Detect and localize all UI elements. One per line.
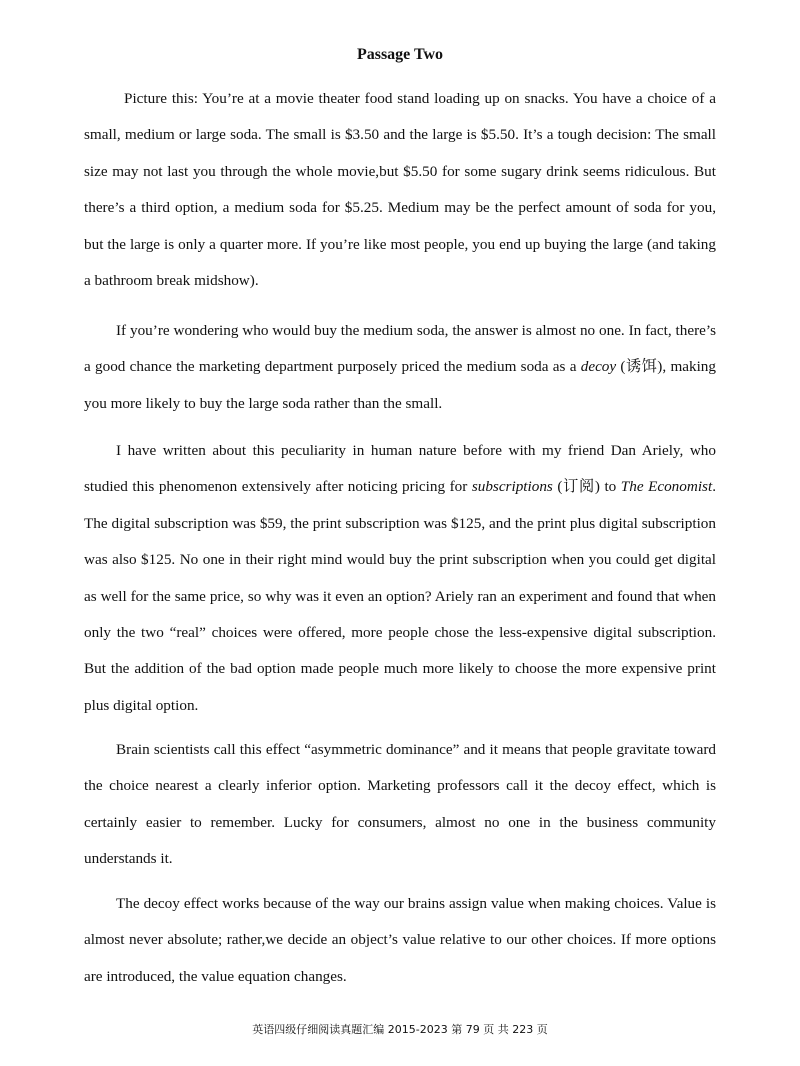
paragraph-3-text-b: (订阅) to (552, 478, 621, 496)
term-subscriptions: subscriptions (471, 478, 553, 496)
page-footer: 英语四级仔细阅读真题汇编 2015-2023 第 79 页 共 223 页 (252, 1023, 548, 1036)
paragraph-3-text-c: . The digital subscription was $59, the print subscription was $125, and the print plus digital subscription was also $125. No one in their right mind would buy the print subscription when you could get digital as well for the same price, so why was it even an option? Ariely ran an experiment and found that when only the two “real” choices were offered, more people chose the less-expensive digital subscription. But the addition of the bad option made people much more likely to choose the more expensive print plus digital option. (84, 478, 716, 714)
paragraph-2 (84, 313, 716, 422)
term-decoy: decoy (580, 358, 617, 376)
passage-title: Passage Two (356, 46, 444, 63)
paragraph-3-text-a: I have written about this peculiarity in human nature before with my friend Dan Ariely, who studied this phenomenon extensively after noticing pricing for (84, 442, 716, 496)
paragraph-4: Brain scientists call this effect “asymmetric dominance” and it means that people gravitate toward the choice nearest a clearly inferior option. Marketing professors call it the decoy effect, which is certainly easier to remember. Lucky for consumers, almost no one in the business community understands it. (84, 741, 716, 868)
paragraph-1: Picture this: You’re at a movie theater food stand loading up on snacks. You have a choice of a small, medium or large soda. The small is $3.50 and the large is $5.50. It’s a tough decision: The small size may not last you through the whole movie,but $5.50 for some sugary drink seems ridiculous. But there’s a third option, a medium soda for $5.25. Medium may be the perfect amount of soda for you, but the large is only a quarter more. If you’re like most people, you end up buying the large (and taking a bathroom break midshow). (84, 90, 716, 290)
paragraph-5: The decoy effect works because of the way our brains assign value when making choices. Value is almost never absolute; rather,we decide an object’s value relative to our other choices. If more options are introduced, the value equation changes. (84, 895, 716, 985)
paragraph-2-text-b: (诱饵), making you more likely to buy the large soda rather than the small. (84, 358, 716, 412)
paragraph-3 (84, 433, 716, 724)
paragraph-2-text-a: If you’re wondering who would buy the medium soda, the answer is almost no one. In fact, there’s a good chance the marketing department purposely priced the medium soda as a (84, 322, 716, 376)
publication-name: The Economist (620, 478, 713, 496)
